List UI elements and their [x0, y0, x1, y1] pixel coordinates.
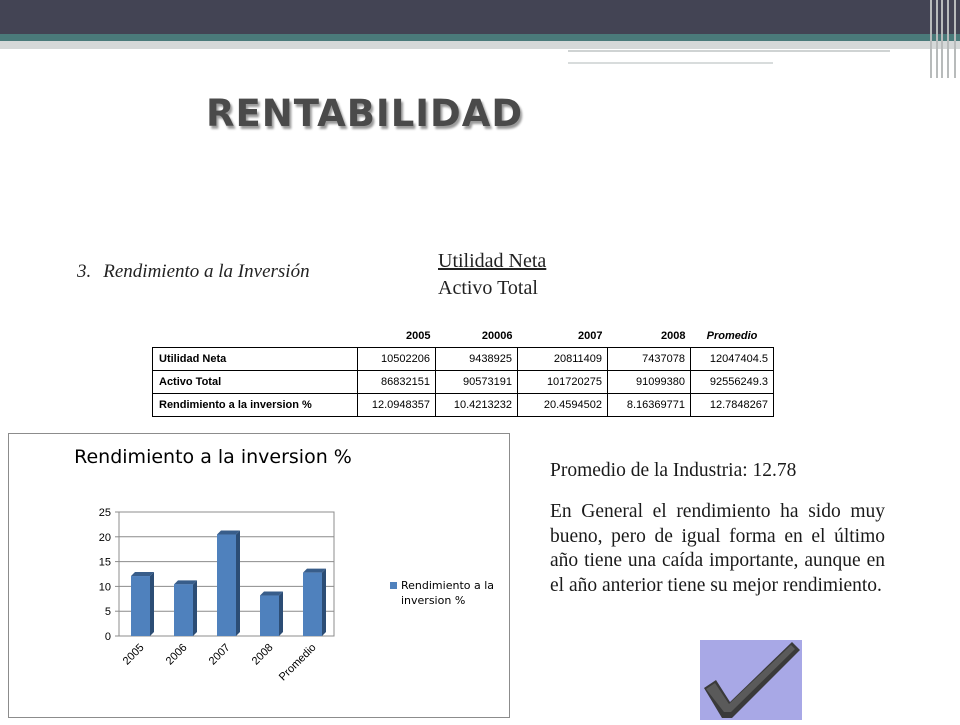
bar-side — [279, 592, 283, 636]
y-tick-label: 0 — [104, 631, 111, 643]
bar-chart — [9, 434, 509, 717]
bar-top — [217, 531, 240, 535]
bar-side — [322, 569, 326, 636]
data-table — [152, 325, 774, 417]
y-tick-label: 20 — [98, 531, 111, 544]
x-tick-label: 2006 — [163, 641, 190, 668]
table-cell: 20811409 — [518, 348, 608, 371]
legend-label: inversion % — [401, 594, 466, 607]
y-tick-label: 10 — [98, 581, 111, 594]
bar — [260, 596, 279, 636]
y-tick-label: 25 — [98, 507, 111, 519]
item-number: 3. — [77, 261, 92, 282]
bar — [217, 535, 236, 636]
bar-side — [193, 580, 197, 636]
table-header-cell: Promedio — [706, 330, 758, 342]
table-cell: 20.4594502 — [518, 394, 608, 417]
table-cell: 90573191 — [436, 371, 518, 394]
x-tick-label: Promedio — [276, 641, 319, 684]
y-tick-label: 5 — [104, 606, 111, 619]
table-row — [153, 371, 774, 394]
table-header-cell: 2005 — [406, 330, 431, 342]
header-stripes — [928, 0, 960, 720]
table-cell: Rendimiento a la inversion % — [153, 394, 358, 417]
header-bar — [0, 0, 960, 34]
table-cell: 12.0948357 — [358, 394, 436, 417]
table-header-cell: 2008 — [661, 330, 686, 342]
header-line — [568, 50, 890, 52]
table-cell: 12.7848267 — [691, 394, 774, 417]
chart-container — [8, 433, 510, 718]
table-cell: 8.16369771 — [608, 394, 691, 417]
table-cell: 10502206 — [358, 348, 436, 371]
bar-top — [303, 569, 326, 573]
header-accent-bar — [0, 34, 960, 41]
item-text: Rendimiento a la Inversión — [103, 261, 310, 282]
table-row — [153, 348, 774, 371]
table-cell: Utilidad Neta — [153, 348, 358, 371]
table-header-cell: 20006 — [481, 330, 513, 342]
table-cell: 9438925 — [436, 348, 518, 371]
legend-label: Rendimiento a la — [401, 579, 495, 592]
table-cell: 7437078 — [608, 348, 691, 371]
table-header-cell: 2007 — [578, 330, 603, 342]
bar-top — [260, 592, 283, 596]
fraction-numerator: Utilidad Neta — [438, 250, 547, 272]
chart-title: Rendimiento a la inversion % — [74, 446, 352, 468]
checkmark-icon — [700, 640, 802, 720]
bar — [174, 584, 193, 636]
fraction-denominator: Activo Total — [438, 277, 538, 299]
industry-average-text: Promedio de la Industria: 12.78 — [550, 460, 797, 481]
slide-title: RENTABILIDAD — [206, 92, 524, 135]
y-tick-label: 15 — [98, 556, 111, 569]
header-gray-bar — [0, 41, 960, 49]
x-tick-label: 2005 — [120, 641, 147, 668]
table-cell: 92556249.3 — [691, 371, 774, 394]
bar-side — [236, 531, 240, 636]
legend-swatch — [390, 582, 397, 589]
table-cell: 91099380 — [608, 371, 691, 394]
x-tick-label: 2008 — [249, 641, 276, 668]
header-line — [568, 62, 773, 64]
summary-paragraph: En General el rendimiento ha sido muy bueno, pero de igual forma en el último año tiene una caída importante, aunque en el año anterior tiene su mejor rendimiento. — [550, 501, 885, 596]
table-header-cell — [153, 325, 358, 348]
item-label — [77, 261, 310, 283]
table-cell: 101720275 — [518, 371, 608, 394]
table-cell: 12047404.5 — [691, 348, 774, 371]
bar-side — [150, 572, 154, 636]
bar — [303, 573, 322, 636]
table-cell: 10.4213232 — [436, 394, 518, 417]
formula-fraction — [438, 248, 546, 302]
bar-top — [174, 580, 197, 584]
table-header-row — [153, 325, 774, 348]
x-tick-label: 2007 — [206, 641, 233, 668]
table-cell: Activo Total — [153, 371, 358, 394]
table-row — [153, 394, 774, 417]
bar — [131, 576, 150, 636]
bar-top — [131, 572, 154, 576]
table-cell: 86832151 — [358, 371, 436, 394]
